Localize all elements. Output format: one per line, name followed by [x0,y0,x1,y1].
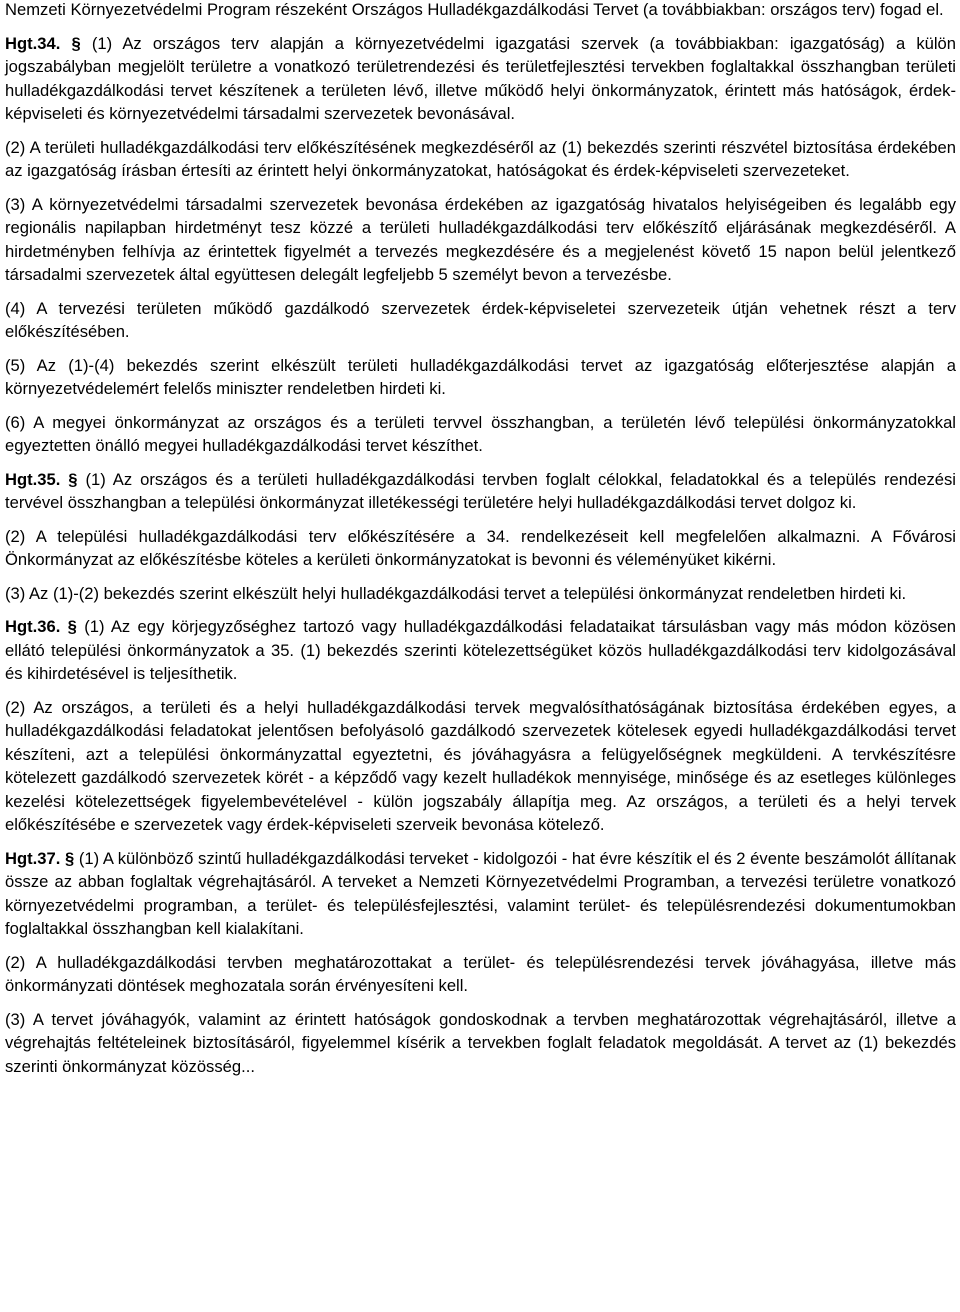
paragraph [5,0,956,22]
paragraph-text: (1) Az országos és a területi hulladékgazdálkodási tervben foglalt célokkal, feladatokkal és a település rendezési tervével összhangban a települési önkormányzat illetékességi területére helyi hulladékgazdálkodási tervet dolgoz ki. [5,469,956,512]
section-37-paragraph-1 [5,847,956,941]
paragraph-text: (4) A tervezési területen működő gazdálkodó szervezetek érdek-képviseletei szervezeteik útján vehetnek részt a terv előkészítésében. [5,298,956,341]
section-number: Hgt.36. [5,617,61,636]
section-34-paragraph-3 [5,193,956,287]
section-34-paragraph-2 [5,136,956,183]
paragraph-text: (3) A környezetvédelmi társadalmi szervezetek bevonása érdekében az igazgatóság hivatalos helyiségeiben és legalább egy regionális napilapban hirdetményt tesz közzé a területi hulladékgazdálkodási terv előkészítő eljárásának megkezdéséről. A hirdetményben felhívja az érintettek figyelmét a tervezés megkezdésére és a megjelenést követő 15 napon belül jelentkező társadalmi szervezetek által együttesen delegált legfeljebb 5 személyt bevon a tervezésbe. [5,194,956,284]
section-35-paragraph-1 [5,468,956,515]
paragraph-text: (2) A települési hulladékgazdálkodási terv előkészítésére a 34. rendelkezéseit kell megfelelően alkalmazni. A Fővárosi Önkormányzat az előkészítésbe köteles a kerületi önkormányzatokat is bevonni és véleményüket kikérni. [5,526,956,569]
section-34-paragraph-6 [5,411,956,458]
paragraph-text: (5) Az (1)-(4) bekezdés szerint elkészült területi hulladékgazdálkodási tervet az igazgatóság előterjesztése alapján a környezetvédelemért felelős miniszter rendeletben hirdeti ki. [5,355,956,398]
paragraph-text: Nemzeti Környezetvédelmi Program részeként Országos Hulladékgazdálkodási Tervet (a továbbiakban: országos terv) fogad el. [5,0,944,19]
paragraph-text: (3) A tervet jóváhagyók, valamint az érintett hatóságok gondoskodnak a tervben meghatározottak végrehajtásáról, illetve a végrehajtás feltételeinek biztosításáról, figyelemmel kísérik a tervekben foglalt feladatok megoldását. A tervet az (1) bekezdés szerinti önkormányzat közösség... [5,1009,956,1076]
section-35-paragraph-3 [5,582,956,606]
section-sign: § [68,469,78,489]
section-36-paragraph-2 [5,696,956,837]
section-34-paragraph-4 [5,297,956,344]
paragraph-text: (6) A megyei önkormányzat az országos és a területi tervvel összhangban, a területén lévő települési önkormányzatokkal egyeztetten önálló megyei hulladékgazdálkodási tervet készíthet. [5,412,956,455]
paragraph-text: (1) A különböző szintű hulladékgazdálkodási terveket - kidolgozói - hat évre készítik el és 2 évente beszámolót állítanak össze az abban foglaltak végrehajtásáról. A terveket a Nemzeti Környezetvédelmi Programban, a tervezési területre vonatkozó környezetvédelmi programban, a terület- és településfejlesztési, valamint terület- és településrendezési dokumentumokban foglaltakkal összhangban kell kialakítani. [5,848,956,938]
paragraph-text: (2) A területi hulladékgazdálkodási terv előkészítésének megkezdéséről az (1) bekezdés szerinti részvétel biztosítása érdekében az igazgatóság írásban értesíti az érintett helyi önkormányzatokat, hatóságokat és érdek-képviseleti szervezeteket. [5,137,956,180]
section-35-paragraph-2 [5,525,956,572]
section-sign: § [67,617,77,636]
section-34-paragraph-5 [5,354,956,401]
section-sign: § [71,33,81,53]
section-number: Hgt.35. [5,469,61,489]
paragraph-text: (2) Az országos, a területi és a helyi hulladékgazdálkodási tervek megvalósíthatóságának biztosítása érdekében egyes, a hulladékgazdálkodási feladatokat jelentősen befolyásoló gazdálkodó szervezetek kötelesek egyedi hulladékgazdálkodási tervet készíteni, azt a települési önkormányzattal egyeztetni, és jóváhagyásra a felügyelőségnek megküldeni. A tervkészítésre kötelezett gazdálkodó szervezetek körét - a képződő vagy kezelt hulladékok mennyisége, minősége és az esetleges különleges kezelési kötelezettségek figyelembevételével - külön jogszabály állapítja meg. Az országos, a területi és a helyi tervek előkészítésébe e szervezetek vagy érdek-képviseleti szerveik bevonása kötelező. [5,697,956,834]
section-sign: § [65,848,75,868]
section-37-paragraph-3 [5,1008,956,1079]
paragraph-text: (2) A hulladékgazdálkodási tervben meghatározottakat a terület- és településrendezési tervek jóváhagyása, illetve más önkormányzati döntések meghozatala során érvényesíteni kell. [5,952,956,995]
section-number: Hgt.34. [5,33,61,53]
paragraph-text: (1) Az országos terv alapján a környezetvédelmi igazgatási szervek (a továbbiakban: igazgatóság) a külön jogszabályban megjelölt területre a vonatkozó területrendezési és területfejlesztési tervekben foglaltakkal összhangban területi hulladékgazdálkodási tervet készítenek a területen lévő, illetve működő helyi önkormányzatok, érintett más hatóságok, érdek-képviseleti és környezetvédelmi társadalmi szervezetek bevonásával. [5,33,956,123]
paragraph-text: (1) Az egy körjegyzőséghez tartozó vagy hulladékgazdálkodási feladataikat társulásban vagy más módon közösen ellátó települési önkormányzatok a 35. (1) bekezdés szerinti kötelezettségüket közös hulladékgazdálkodási terv kidolgozásával és kihirdetésével is teljesíthetik. [5,617,956,683]
section-number: Hgt.37. [5,848,61,868]
section-36-paragraph-1 [5,615,956,686]
section-37-paragraph-2 [5,951,956,998]
section-34-paragraph-1 [5,32,956,126]
paragraph-text: (3) Az (1)-(2) bekezdés szerint elkészült helyi hulladékgazdálkodási tervet a települési önkormányzat rendeletben hirdeti ki. [5,583,907,603]
